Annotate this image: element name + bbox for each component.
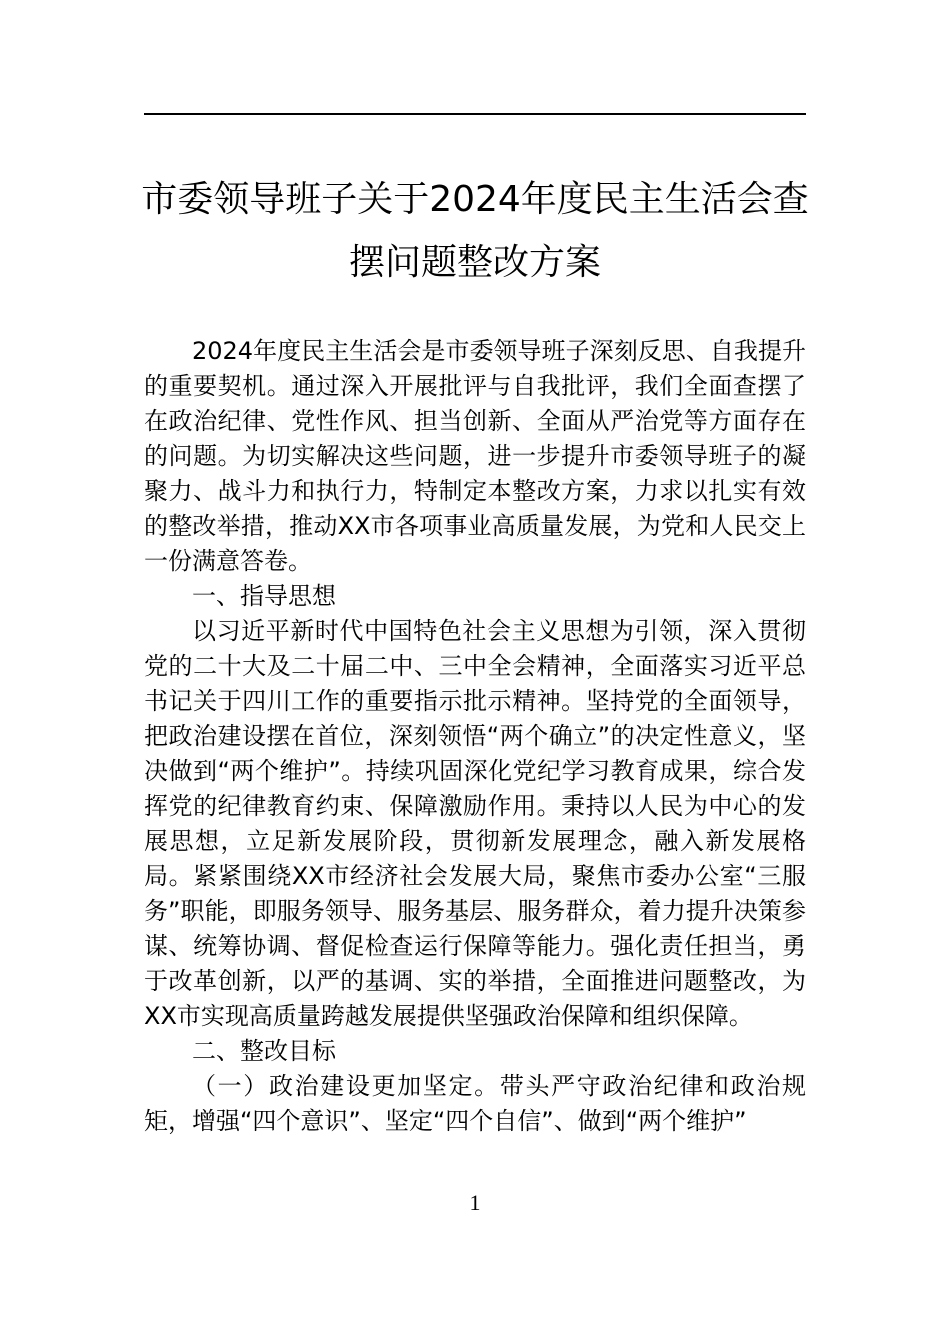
document-title [120, 168, 830, 294]
section-heading-rectification-goals: 二、整改目标 [192, 1037, 336, 1065]
page-number: 1 [469, 1190, 481, 1215]
document-body [144, 334, 806, 1139]
intro-paragraph: 2024年度民主生活会是市委领导班子深刻反思、自我提升的重要契机。通过深入开展批评与自我批评，我们全面查摆了在政治纪律、党性作风、担当创新、全面从严治党等方面存在的问题。为切实解决这些问题，进一步提升市委领导班子的凝聚力、战斗力和执行力，特制定本整改方案，力求以扎实有效的整改举措，推动XX市各项事业高质量发展，为党和人民交上一份满意答卷。 [144, 337, 806, 575]
header-rule [144, 113, 806, 115]
title-line-1: 市委领导班子关于2024年度民主生活会查 [141, 179, 809, 220]
title-line-2: 摆问题整改方案 [348, 242, 601, 283]
section-heading-guiding-ideology: 一、指导思想 [192, 582, 336, 610]
guiding-ideology-paragraph: 以习近平新时代中国特色社会主义思想为引领，深入贯彻党的二十大及二十届二中、三中全会精神，全面落实习近平总书记关于四川工作的重要指示批示精神。坚持党的全面领导，把政治建设摆在首位，深刻领悟“两个确立”的决定性意义，坚决做到“两个维护”。持续巩固深化党纪学习教育成果，综合发挥党的纪律教育约束、保障激励作用。秉持以人民为中心的发展思想，立足新发展阶段，贯彻新发展理念，融入新发展格局。紧紧围绕XX市经济社会发展大局，聚焦市委办公室“三服务”职能，即服务领导、服务基层、服务群众，着力提升决策参谋、统筹协调、督促检查运行保障等能力。强化责任担当，勇于改革创新，以严的基调、实的举措，全面推进问题整改，为XX市实现高质量跨越发展提供坚强政治保障和组织保障。 [144, 617, 806, 1030]
goal-paragraph-1: （一）政治建设更加坚定。带头严守政治纪律和政治规矩，增强“四个意识”、坚定“四个自信”、做到“两个维护” [144, 1072, 806, 1135]
